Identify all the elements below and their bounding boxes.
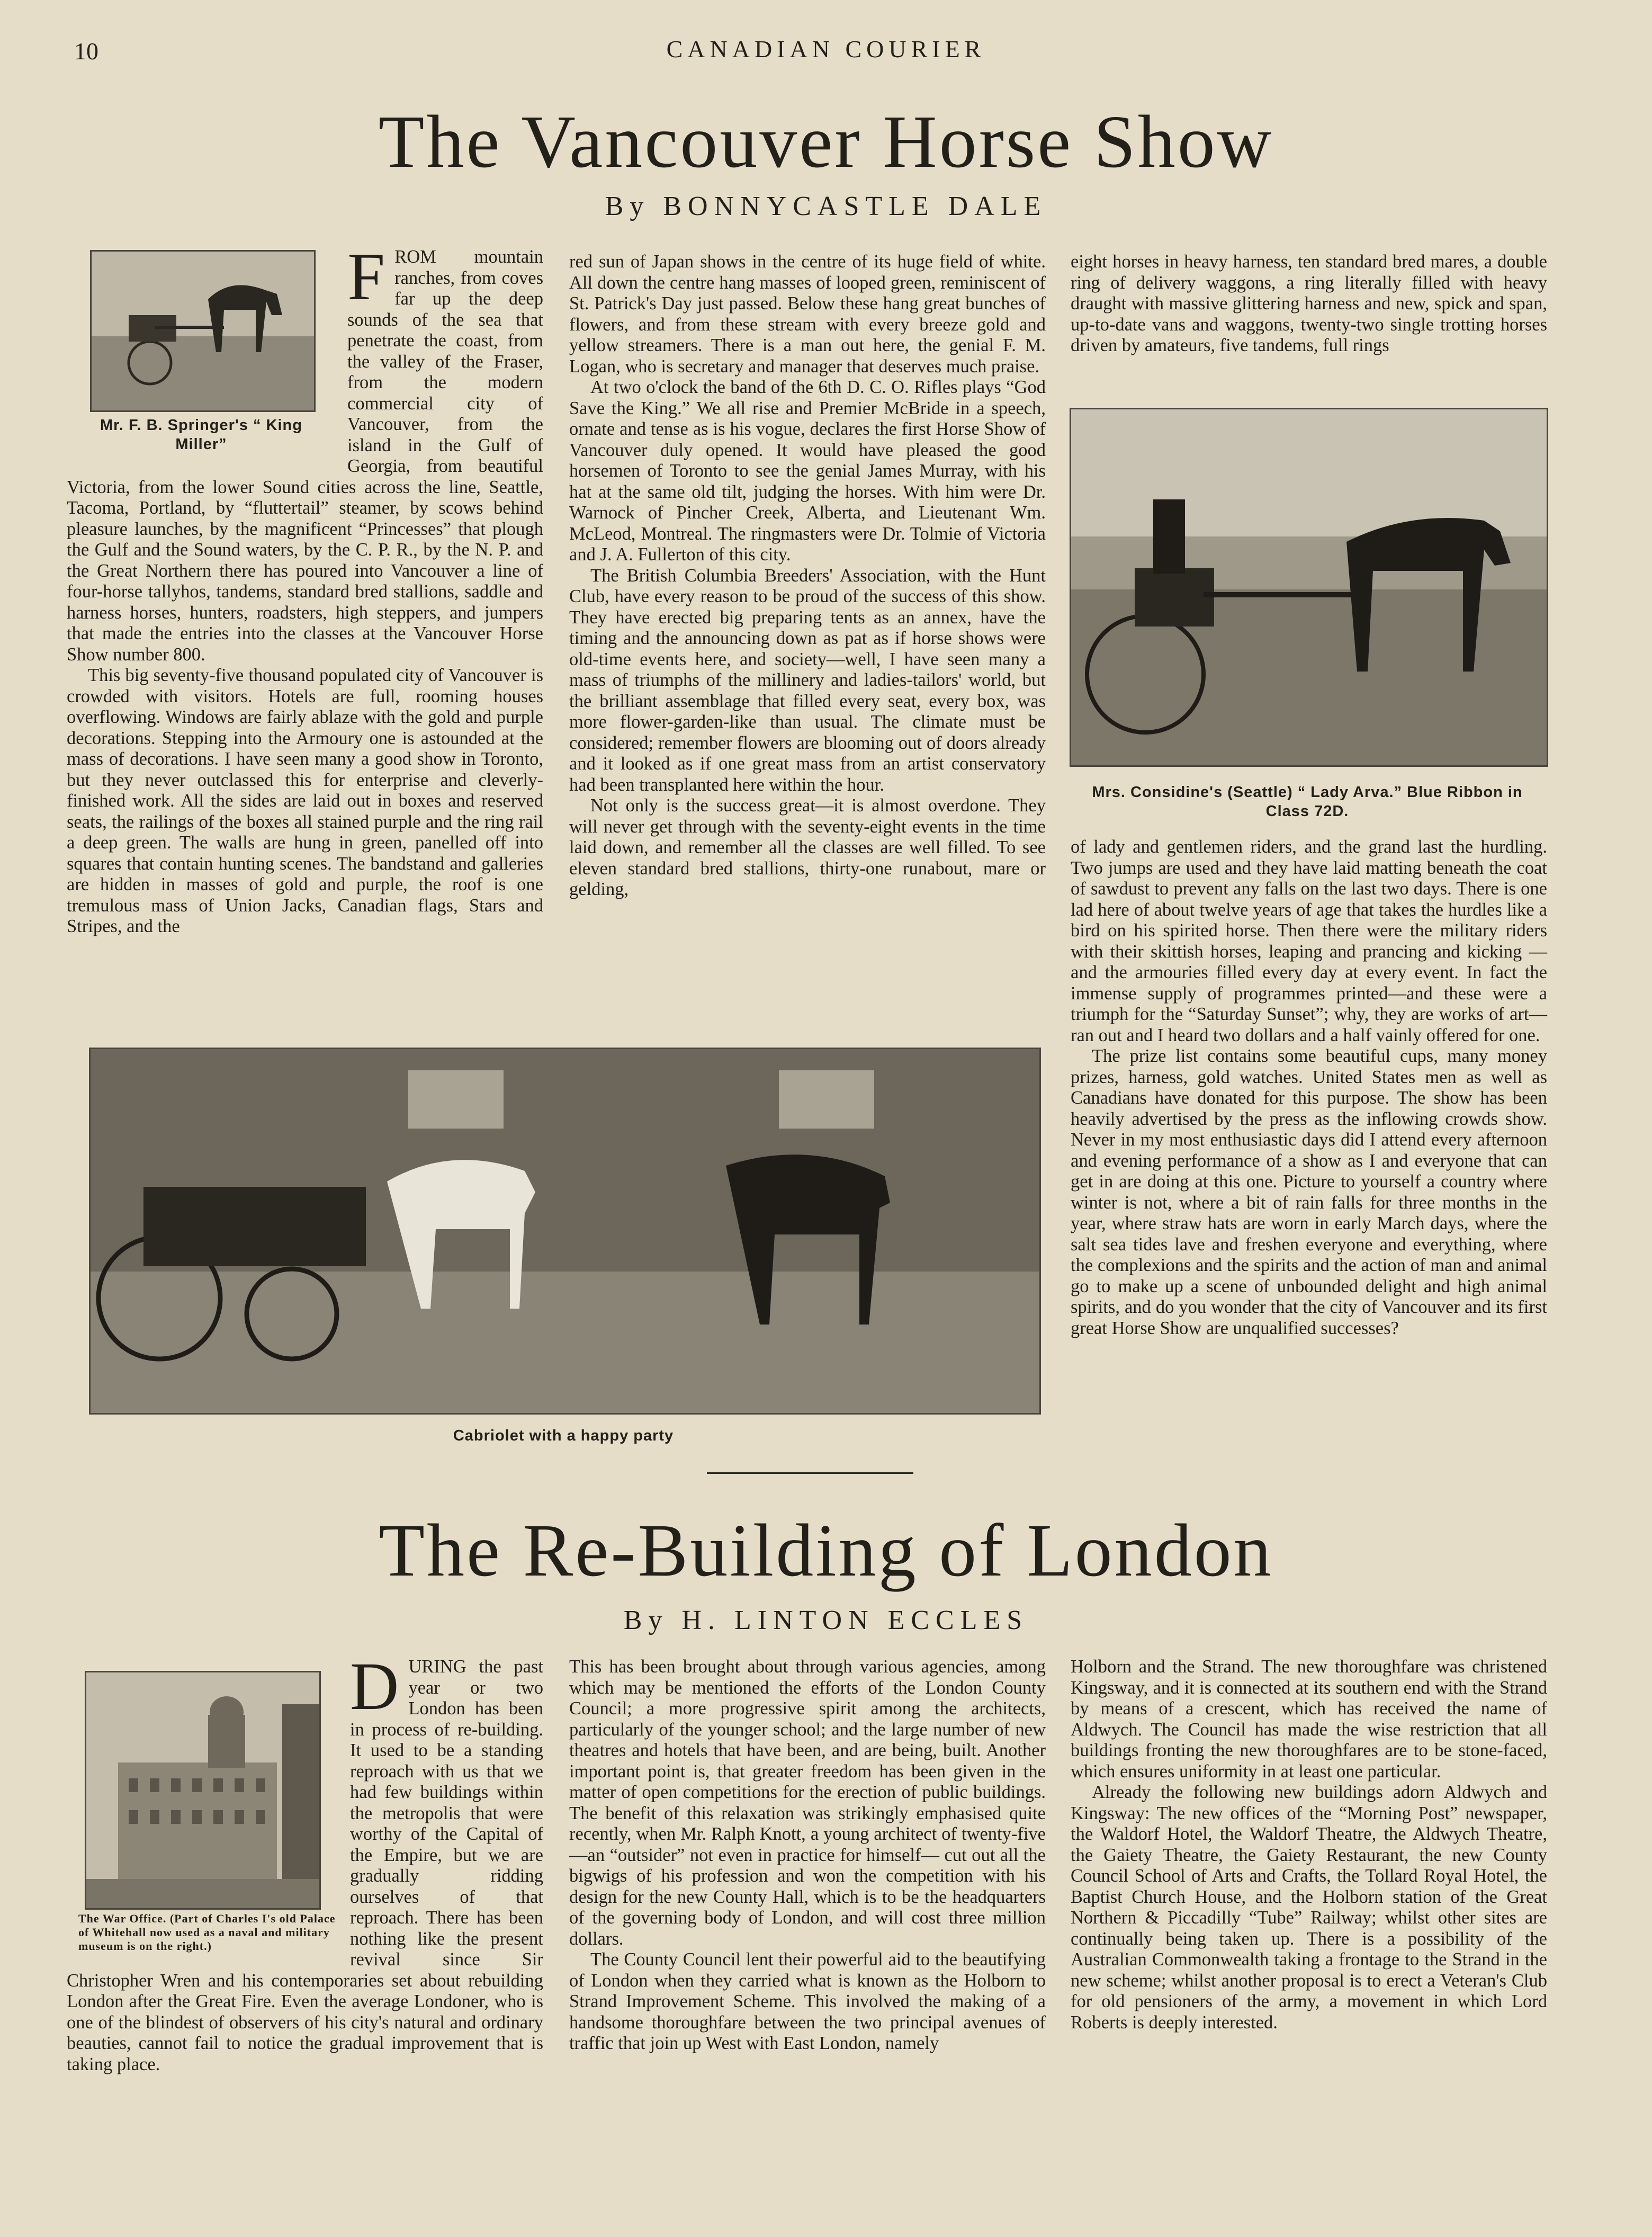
article1-dropcap: F (347, 239, 385, 314)
article1-column-2 (569, 252, 1046, 900)
page-number: 10 (74, 38, 98, 65)
running-head: CANADIAN COURIER (666, 35, 986, 62)
article2-column-3 (1071, 1657, 1547, 2033)
article1-column-1 (67, 239, 543, 937)
photo-lady-arva (1070, 408, 1548, 767)
article2-paragraph: This has been brought about through various agencies, among which may be mentioned the efforts of the London County Council; a more progressive spirit among the architects, particularly of the younger school; and the large number of new theatres and hotels that have been, and are being, built. Another important point is, that greater freedom has been given in the matter of open competitions for the erection of public buildings. The benefit of this relaxation was strikingly emphasised quite recently, when Mr. Ralph Knott, a young architect of twenty-five—an “outsider” not even in practice for himself— cut out all the bigwigs of his profession and won the competition with his design for the new County Hall, which is to be the headquarters of the governing body of London, and will cost three million dollars. (569, 1657, 1046, 1949)
article1-column-3a (1071, 252, 1547, 356)
article1-title: The Vancouver Horse Show (378, 100, 1274, 183)
article1-column-3b (1071, 837, 1547, 1339)
article2-title: The Re-Building of London (379, 1508, 1273, 1592)
article1-paragraph: The British Columbia Breeders' Association, with the Hunt Club, have every reason to be proud of the success of this show. They have erected big preparing tents as an annex, have the timing and the announcing down as pat as if horse shows were old-time events here, and society—well, I have seen many a mass of triumphs of the millinery and ladies-tailors' world, but the brilliant assemblage that filled every seat, every box, was more flower-garden-like than usual. The climate must be considered; remember flowers are blooming out of doors already and it looked as if one great mass from an artist conservatory had been transplanted here within the hour. (569, 565, 1046, 795)
article1-paragraph: of lady and gentlemen riders, and the grand last the hurdling. Two jumps are used and they have laid matting beneath the coat of sawdust to prevent any falls on the last two days. There is one lad here of about twelve years of age that takes the hurdles like a bird on his spirited horse. Then there were the military riders with their skittish horses, leaping and prancing and kicking — and the armouries filled every day at every event. In fact the immense supply of programmes printed—and these were a triumph for the “Saturday Sunset”; why, they are works of art—ran out and I heard two dollars and a half vainly offered for one. (1071, 837, 1547, 1045)
photo-king-miller-caption: Mr. F. B. Springer's “ King Miller” (100, 417, 302, 453)
article2-paragraph: Already the following new buildings adorn Aldwych and Kingsway: The new offices of the “Morning Post” newspaper, the Waldorf Hotel, the Waldorf Theatre, the Aldwych Theatre, the Gaiety Theatre, the Gaiety Restaurant, the new County Council School of Arts and Crafts, the Tollard Royal Hotel, the Baptist Church House, and the Holborn station of the Great Northern & Piccadilly “Tube” Railway; whilst other sites are continually being taken up. There is a possibility of the Australian Commonwealth taking a frontage to the Strand in the new scheme; whilst another proposal is to erect a Veteran's Club for old pensioners of the army, a movement in which Lord Roberts is deeply interested. (1071, 1782, 1547, 2033)
article1-paragraph: eight horses in heavy harness, ten standard bred mares, a double ring of delivery waggons, a ring literally filled with heavy draught with massive glittering harness and new, spick and span, up-to-date vans and waggons, twenty-two single trotting horses driven by amateurs, five tandems, full rings (1071, 252, 1547, 355)
article1-paragraph: The prize list contains some beautiful cups, many money prizes, harness, gold watches. United States men as well as Canadians have donated for this purpose. The show has been heavily advertised by the press as the inflowing crowds show. Never in my most enthusiastic days did I attend every afternoon and evening performance of a show as I and everyone that can get in are doing at this one. Picture to yourself a country where winter is not, where a bit of rain falls for three months in the year, where straw hats are worn in early March days, where the salt sea tides lave and freshen everyone and everything, where the complexions and the spirits and the action of man and animal go to make up a scene of unbounded delight and high animal spirits, and do you wonder that the city of Vancouver and its first great Horse Show are unqualified successes? (1071, 1046, 1547, 1338)
photo-cabriolet (89, 1048, 1041, 1415)
article2-paragraph: Holborn and the Strand. The new thoroughfare was christened Kingsway, and it is connected at its southern end with the Strand by means of a crescent, which has received the name of Aldwych. The Council has made the wise restriction that all buildings fronting the new thoroughfares are to be stone-faced, which ensures uniformity in at least one particular. (1071, 1657, 1547, 1782)
article2-column-2 (569, 1657, 1046, 2054)
article2-paragraph: The County Council lent their powerful aid to the beautifying of London when they carried what is known as the Holborn to Strand Improvement Scheme. This involved the making of a handsome thoroughfare between the two principal avenues of traffic that join up West with East London, namely (569, 1949, 1046, 2053)
article1-paragraph: At two o'clock the band of the 6th D. C. O. Rifles plays “God Save the King.” We all rise and Premier McBride in a speech, ornate and tense as is his vogue, declares the first Horse Show of Vancouver duly opened. It would have pleased the good horsemen of Toronto to see the genial James Murray, with his hat at the same old tilt, judging the horses. With him were Dr. Warnock of Pincher Creek, Alberta, and Lieutenant Wm. McLeod, Montreal. The ringmasters were Dr. Tolmie of Victoria and J. A. Fullerton of this city. (569, 377, 1046, 565)
photo-war-office-caption: The War Office. (Part of Charles I's old Palace of Whitehall now used as a naval and military museum is on the right.) (78, 1912, 336, 1953)
article1-paragraph: ROM mountain ranches, from coves far up the deep sounds of the sea that penetrate the coast, from the valley of the Fraser, from the modern commercial city of Vancouver, from the island in the Gulf of Georgia, from beautiful Victoria, from the lower Sound cities across the line, Seattle, Tacoma, Portland, by “fluttertail” steamer, by scows behind pleasure launches, by the magnificent “Princesses” that plough the Gulf and the Sound waters, by the C. P. R., by the N. P. and the Great Northern there has poured into Vancouver a line of four-horse tallyhos, tandems, standard bred stallions, saddle and harness horses, hunters, roadsters, high steppers, and jumpers that made the entries into the classes at the Vancouver Horse Show number 800. (67, 247, 543, 665)
article2-dropcap: D (350, 1649, 399, 1724)
article1-paragraph: Not only is the success great—it is almost overdone. They will never get through with the seventy-eight events in the time laid down, and remember all the classes are well filled. To see eleven standard bred stallions, thirty-one runabout, mare or gelding, (569, 795, 1046, 899)
section-divider (707, 1472, 913, 1474)
article1-byline: By BONNYCASTLE DALE (605, 191, 1047, 221)
article2-column-1 (67, 1649, 543, 2075)
photo-cabriolet-caption: Cabriolet with a happy party (453, 1427, 674, 1444)
photo-lady-arva-caption: Mrs. Considine's (Seattle) “ Lady Arva.” Blue Ribbon in Class 72D. (1092, 784, 1523, 820)
article1-paragraph: red sun of Japan shows in the centre of its huge field of white. All down the centre hang masses of looped green, reminiscent of St. Patrick's Day just passed. Below these hang great bunches of flowers, and from these stream with every breeze gold and yellow streamers. There is a man out here, the genial F. M. Logan, who is secretary and manager that deserves much praise. (569, 252, 1046, 377)
article2-paragraph: URING the past year or two London has been in process of re-building. It used to be a standing reproach with us that we had few buildings within the metropolis that were worthy of the Capital of the Empire, but we are gradually ridding ourselves of that reproach. There has been nothing like the present revival since Sir Christopher Wren and his contemporaries set about rebuilding London after the Great Fire. Even the average Londoner, who is one of the blindest of observers of his city's natural and ordinary beauties, cannot fail to notice the gradual improvement that is taking place. (67, 1657, 543, 2074)
article2-byline: By H. LINTON ECCLES (623, 1605, 1029, 1635)
article1-paragraph: This big seventy-five thousand populated city of Vancouver is crowded with visitors. Hotels are full, rooming houses overflowing. Windows are fairly ablaze with the gold and purple decorations. Stepping into the Armoury one is astounded at the mass of decorations. I have seen many a good show in Toronto, but they never outclassed this for enterprise and cleverly-finished work. All the sides are laid out in boxes and reserved seats, the railings of the boxes all stained purple and the ring rail a deep green. The walls are hung in green, panelled off into squares that contain hunting scenes. The bandstand and galleries are hidden in masses of gold and purple, the roof is one tremulous mass of Union Jacks, Canadian flags, Stars and Stripes, and the (67, 665, 543, 936)
